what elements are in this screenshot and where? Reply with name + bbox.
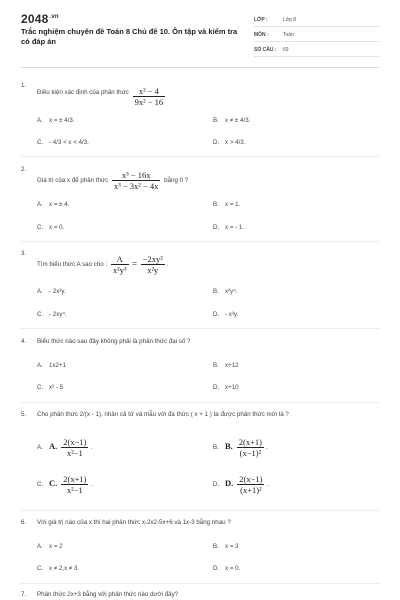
meta-count: SỐ CÂU : 69: [254, 44, 379, 57]
q2-option-d[interactable]: D. x = - 1.: [213, 224, 245, 231]
q5-option-a[interactable]: A. A. $\frac{2(x-1)}{\text{x²−1}}$ .: [37, 437, 93, 458]
q6-option-d[interactable]: D. x = 0.: [213, 565, 241, 572]
q6-option-a[interactable]: A. x = 2: [37, 543, 63, 550]
question-1-fraction: $\frac{\text{x² − 4}}{\text{9x² − 16}}$: [134, 86, 164, 107]
question-2-fraction: $\frac{\text{x³ − 16x}}{\text{x³ − 3x² − 4x}}$: [113, 170, 159, 191]
meta-subject: MÔN : Toán: [254, 29, 379, 42]
q2-option-a[interactable]: A. x = ± 4.: [37, 201, 70, 208]
q5-option-d[interactable]: D. D. $\frac{2(x-1)}{\text{(x+1)²}}$ .: [213, 474, 269, 495]
divider: [21, 510, 379, 511]
q2-option-b[interactable]: B. x = 1.: [213, 201, 241, 208]
q5-option-b[interactable]: B. B. $\frac{2(x+1)}{\text{(x−1)²}}$ .: [213, 437, 268, 458]
site-logo[interactable]: $2048^{.vn}$: [21, 12, 59, 26]
q1-option-c[interactable]: C. - 4/3 < x < 4/3.: [37, 139, 89, 146]
q4-option-c[interactable]: C. x² - 5: [37, 384, 64, 391]
page: $2048^{.vn}$ Trắc nghiệm chuyên đề Toán 8 Chủ đề 10. Ôn tập và kiểm tra có đáp án LỚP : Lớp 8 MÔN : Toán SỐ CÂU : 69 1. Điều kiện xác định của phân thức $\frac{\text{x² − 4}}{\text{9x² − 16}}$ A. x = ± 4/3. B. x ≠ ± 4/3. C. - 4/3 < x < 4/3. D. x > 4/3. 2. Giá trị của x để phân thức $\frac{\text{x³ − 16x}}{\text{x³ − 3x² − 4x}}$ bằng 0 ? A. x = ± 4. B. x = 1. C. x = 0. D. x = - 1. 3. Tìm biểu thức A sao cho : $\frac{A}{\text{x²y³}}$ = $\frac{\text{−2xy²}}{\text{x²y}}$ . A. - 2x²y. B. x²y⁴. C. - 2xy⁴. D. - x³y. 4. Biểu thức nào sau đây không phải là phân thức đại số ? A. 1x2+1 B. x+12 C. x² - 5 D. x+10 5. Cho phân thức 2/(x - 1), nhân cả tử và mẫu với đa thức ( x + 1 ) ta được phân thức mới là ? A. A. $\frac{2(x-1)}{\text{x²−1}}$ . B. B. $\frac{2(x+1)}{\text{(x−1)²}}$ . C. C. $\frac{2(x+1)}{\text{x²−1}}$ . D. D. $\frac{2(x-1)}{\text{(x+1)²}}$ . 6. Với giá trị nào của x thì hai phân thức x-2x2-5x+6 và 1x-3 bằng nhau ? A. x = 2 B. x = 3 C. x ≠ 2,x ≠ 3. D. x = 0. 7. Phân thức 2x+3 bằng với phân thức nào dưới đây?: [0, 0, 400, 600]
divider: [21, 156, 379, 157]
q3-option-c[interactable]: C. - 2xy⁴.: [37, 311, 67, 318]
q3-option-b[interactable]: B. x²y⁴.: [213, 288, 238, 295]
divider: [21, 402, 379, 403]
q3-option-a[interactable]: A. - 2x²y.: [37, 288, 66, 295]
q2-option-c[interactable]: C. x = 0.: [37, 224, 65, 231]
q3-option-d[interactable]: D. - x³y.: [213, 311, 239, 318]
meta-class: LỚP : Lớp 8: [254, 14, 379, 27]
q4-option-d[interactable]: D. x+10: [213, 384, 239, 391]
q1-option-a[interactable]: A. x = ± 4/3.: [37, 117, 75, 124]
question-3-fraction-right: $\frac{\text{−2xy²}}{\text{x²y}}$: [142, 254, 163, 275]
q1-option-d[interactable]: D. x > 4/3.: [213, 139, 246, 146]
q6-option-c[interactable]: C. x ≠ 2,x ≠ 3.: [37, 565, 80, 572]
q1-option-b[interactable]: B. x ≠ ± 4/3.: [213, 117, 251, 124]
divider: [21, 328, 379, 329]
document-title: Trắc nghiệm chuyên đề Toán 8 Chủ đề 10. Ôn tập và kiểm tra có đáp án: [21, 27, 238, 46]
divider: [21, 583, 379, 584]
q6-option-b[interactable]: B. x = 3: [213, 543, 239, 550]
q4-option-a[interactable]: A. 1x2+1: [37, 362, 67, 369]
question-3-fraction-left: $\frac{A}{\text{x²y³}}$: [112, 254, 127, 275]
header-divider: [21, 67, 379, 68]
divider: [21, 241, 379, 242]
document-header: [0, 0, 400, 62]
q5-option-c[interactable]: C. C. $\frac{2(x+1)}{\text{x²−1}}$ .: [37, 474, 93, 495]
q4-option-b[interactable]: B. x+12: [213, 362, 239, 369]
